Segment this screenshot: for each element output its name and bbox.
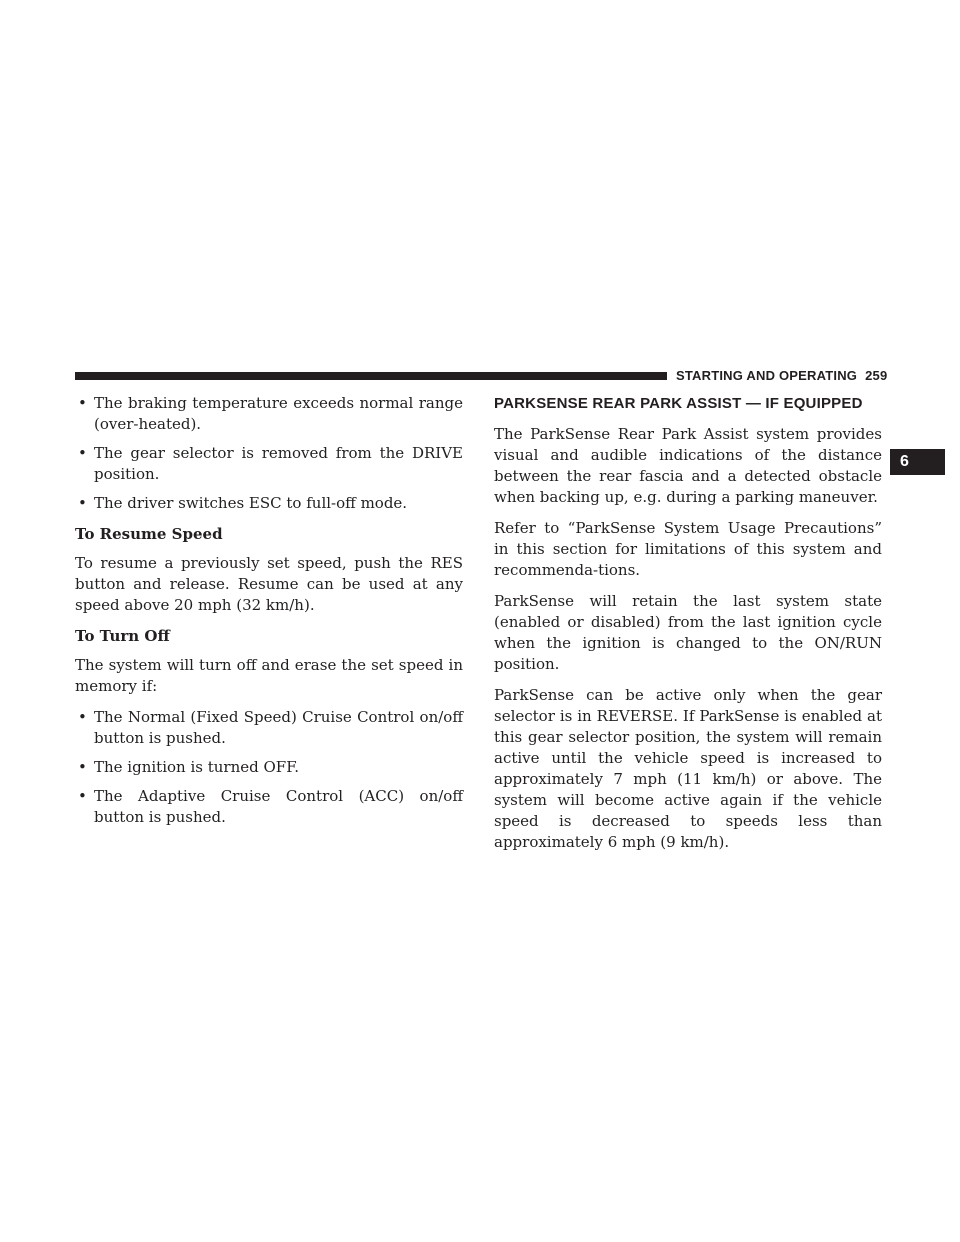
bullet-text: The Adaptive Cruise Control (ACC) on/off button is pushed. — [94, 787, 463, 826]
chapter-tab: 6 — [890, 449, 945, 475]
paragraph: ParkSense will retain the last system state (enabled or disabled) from the last ignition cycle when the ignition is changed to the ON/RUN position. — [494, 592, 882, 673]
turn-off-heading: To Turn Off — [75, 627, 170, 645]
page-number: 259 — [865, 368, 888, 383]
bullet-text: The Normal (Fixed Speed) Cruise Control on/off button is pushed. — [94, 708, 463, 747]
bullet-dot: • — [78, 758, 87, 776]
bullet-text: The gear selector is removed from the DRIVE position. — [94, 444, 463, 483]
bullet-dot: • — [78, 444, 87, 462]
bullet-item — [75, 493, 463, 514]
bullet-dot: • — [78, 394, 87, 412]
bullet-item — [75, 707, 463, 749]
right-column — [494, 393, 882, 863]
resume-speed-text: To resume a previously set speed, push the RES button and release. Resume can be used at any speed above 20 mph (32 km/h). — [75, 554, 463, 614]
bullet-text: The braking temperature exceeds normal range (over-heated). — [94, 394, 463, 433]
turn-off-text: The system will turn off and erase the set speed in memory if: — [75, 656, 463, 695]
bullet-item — [75, 786, 463, 828]
header-rule — [75, 372, 667, 380]
bullet-dot: • — [78, 787, 87, 805]
parksense-section-heading: PARKSENSE REAR PARK ASSIST — IF EQUIPPED — [494, 395, 863, 412]
paragraph: The ParkSense Rear Park Assist system provides visual and audible indications of the distance between the rear fascia and a detected obstacle when backing up, e.g. during a parking maneuver. — [494, 425, 882, 506]
bullet-item — [75, 757, 463, 778]
paragraph: ParkSense can be active only when the gear selector is in REVERSE. If ParkSense is enabled at this gear selector position, the system will remain active until the vehicle speed is increased to approximately 7 mph (11 km/h) or above. The system will become active again if the vehicle speed is decreased to speeds less than approximately 6 mph (9 km/h). — [494, 686, 882, 851]
bullet-text: The ignition is turned OFF. — [94, 758, 300, 776]
bullet-item — [75, 393, 463, 435]
header-section-title: STARTING AND OPERATING — [676, 368, 858, 383]
running-header — [676, 368, 887, 383]
resume-speed-heading: To Resume Speed — [75, 525, 223, 543]
bullet-dot: • — [78, 494, 87, 512]
left-column — [75, 393, 463, 836]
bullet-text: The driver switches ESC to full-off mode. — [94, 494, 408, 512]
bullet-item — [75, 443, 463, 485]
bullet-dot: • — [78, 708, 87, 726]
paragraph: Refer to “ParkSense System Usage Precautions” in this section for limitations of this system and recommenda-tions. — [494, 519, 882, 579]
